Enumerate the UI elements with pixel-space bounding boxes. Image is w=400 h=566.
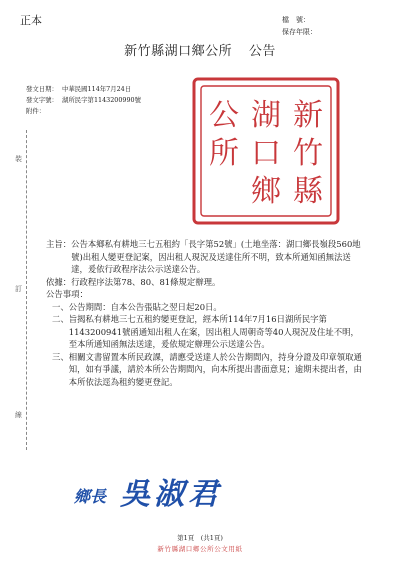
notice-body — [46, 238, 366, 388]
issue-number-value: 湖所民字第1143200990號 — [62, 96, 142, 104]
binding-mark-middle: 訂 — [15, 285, 22, 293]
item-text: 相關文書留置本所民政課，請應受送達人於公告期間內，持身分證及印章領取通知，如有爭議，請於本所公告期間內，向本所提出書面意見；逾期未提出者，由本所依法逕為租約變更登記。 — [68, 351, 362, 387]
items-label: 公告事項： — [46, 289, 88, 299]
copy-mark: 正本 — [20, 14, 42, 27]
seal-character: 鄉 — [251, 174, 281, 209]
page-number: 第1頁 (共1頁) — [177, 534, 223, 542]
file-number-row — [282, 14, 317, 26]
seal-character: 公 — [209, 98, 239, 133]
seal-character: 湖 — [251, 98, 281, 133]
file-meta — [282, 14, 317, 38]
basis-label: 依據： — [46, 276, 72, 287]
binding-line — [26, 130, 27, 450]
notice-items — [46, 301, 366, 389]
binding-mark-top: 裝 — [15, 155, 22, 163]
basis-text: 行政程序法第78、80、81條規定辦理。 — [71, 276, 221, 287]
seal-character: 縣 — [293, 174, 323, 209]
seal-character: 新 — [293, 98, 323, 133]
item-text: 旨揭私有耕地三七五租約變更登記，經本所114年7月16日湖所民字第1143200941號函通知出租人在案，因出租人周朝奇等40人現況及住址不明，至本所通知函無法送達，爰依規定辦理公示送達公告。 — [68, 314, 359, 349]
svg-text:吳淑君: 吳淑君 — [120, 477, 222, 512]
retention-label: 保存年限： — [282, 28, 317, 36]
basis-paragraph — [46, 276, 366, 289]
item-number: 二、 — [52, 314, 69, 324]
seal-character: 口 — [251, 136, 281, 171]
issue-date-row — [26, 84, 141, 95]
retention-row — [282, 26, 317, 38]
issue-date-label: 發文日期： — [26, 85, 58, 93]
subject-paragraph — [46, 238, 366, 276]
mayor-signature-stamp — [70, 468, 240, 512]
item-text: 公告期間：自本公告張貼之翌日起20日。 — [68, 301, 222, 312]
notice-item — [46, 351, 366, 389]
seal-character: 所 — [209, 136, 239, 171]
subject-label: 主旨： — [46, 239, 72, 249]
issue-number-row — [26, 95, 141, 106]
seal-character: 竹 — [293, 136, 323, 171]
official-seal-icon — [190, 75, 342, 227]
svg-text:鄉長: 鄉長 — [74, 487, 107, 506]
attachment-row — [26, 106, 141, 117]
doc-type: 公告 — [248, 44, 276, 59]
issue-date-value: 中華民國114年7月24日 — [62, 85, 132, 93]
notice-item — [46, 301, 366, 314]
binding-mark-bottom: 線 — [15, 411, 22, 419]
file-number-label: 檔 號： — [282, 16, 310, 24]
office-name: 新竹縣湖口鄉公所 — [124, 44, 233, 59]
paper-brand: 新竹縣湖口鄉公所公文用紙 — [157, 545, 243, 553]
item-number: 三、 — [52, 351, 69, 362]
subject-text: 公告本鄉私有耕地三七五租約「長字第52號」(土地坐落：湖口鄉長嶺段560地號)出租人變更登記案，因出租人現況及送達住所不明，致本所通知函無法送達，爰依行政程序法公示送達公告。 — [71, 239, 361, 274]
attachment-label: 附件： — [26, 107, 46, 115]
notice-title — [0, 40, 400, 59]
notice-item — [46, 313, 366, 351]
issue-meta — [26, 84, 141, 117]
item-number: 一、 — [52, 301, 69, 312]
issue-number-label: 發文字號： — [26, 96, 58, 104]
